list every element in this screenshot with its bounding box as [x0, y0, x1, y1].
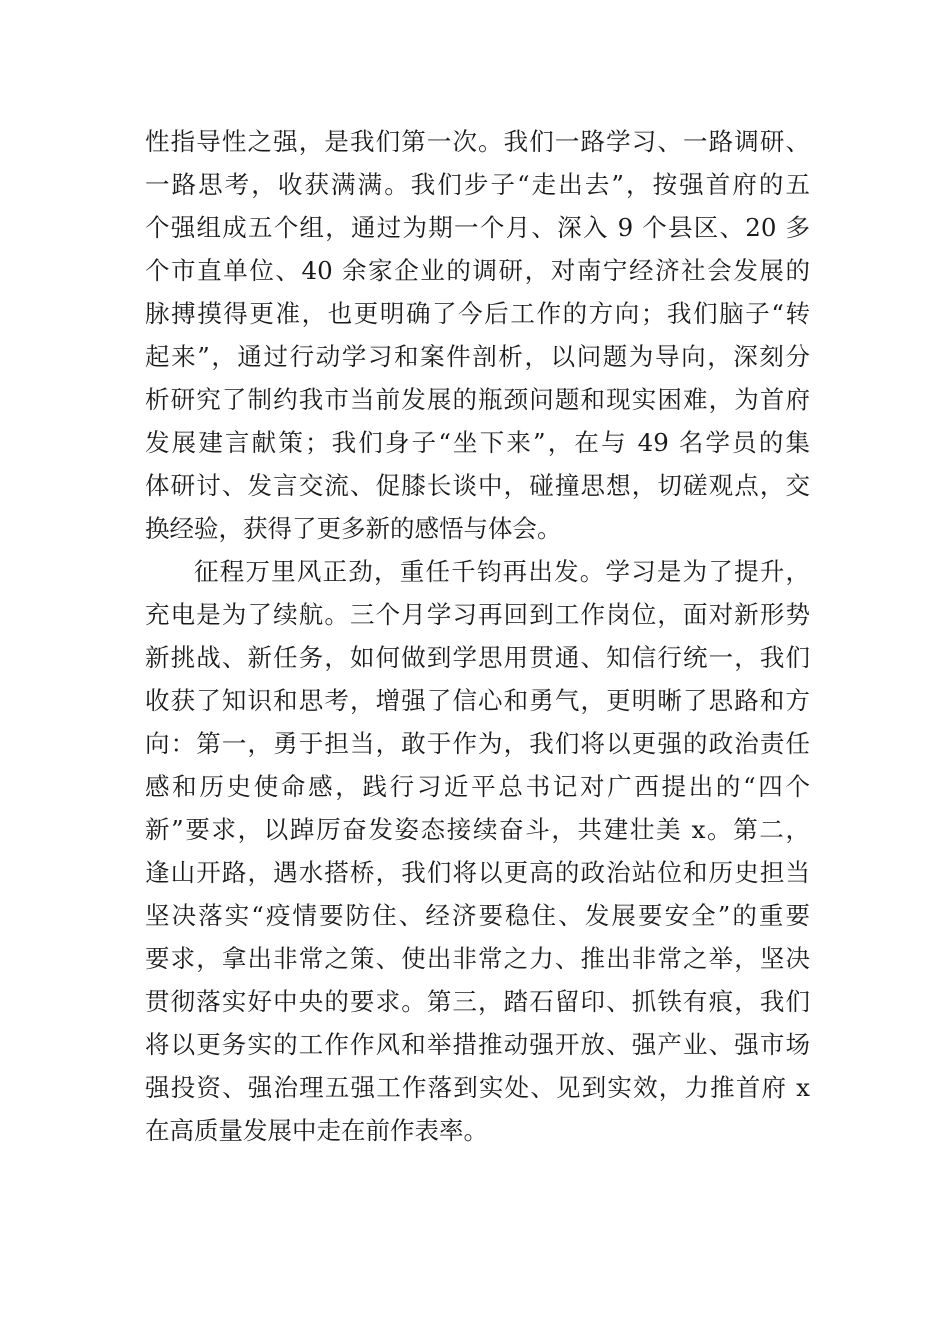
text-line: 在高质量发展中走在前作表率。 — [145, 1116, 488, 1145]
text-line: 体研讨、发言交流、促膝长谈中，碰撞思想，切磋观点，交 — [145, 471, 810, 500]
text-line: 贯彻落实好中央的要求。第三，踏石留印、抓铁有痕，我们 — [145, 987, 810, 1016]
paragraph-2 — [145, 550, 810, 1152]
text-line: 征程万里风正劲，重任千钧再出发。学习是为了提升， — [194, 557, 810, 586]
text-line: 换经验，获得了更多新的感悟与体会。 — [145, 514, 562, 543]
text-line: 向：第一，勇于担当，敢于作为，我们将以更强的政治责任 — [145, 729, 810, 758]
text-line: 将以更务实的工作作风和举措推动强开放、强产业、强市场 — [145, 1030, 810, 1059]
text-line: 新”要求，以踔厉奋发姿态接续奋斗，共建壮美 x。第二， — [145, 815, 810, 844]
text-line: 起来”，通过行动学习和案件剖析，以问题为导向，深刻分 — [145, 342, 810, 371]
text-line: 析研究了制约我市当前发展的瓶颈问题和现实困难，为首府 — [145, 385, 810, 414]
paragraph-1 — [145, 120, 810, 550]
text-line: 充电是为了续航。三个月学习再回到工作岗位，面对新形势 — [145, 600, 810, 629]
text-line: 坚决落实“疫情要防住、经济要稳住、发展要安全”的重要 — [145, 901, 810, 930]
text-line: 逢山开路，遇水搭桥，我们将以更高的政治站位和历史担当 — [145, 858, 810, 887]
text-line: 一路思考，收获满满。我们步子“走出去”，按强首府的五 — [145, 170, 810, 199]
text-line: 发展建言献策；我们身子“坐下来”，在与 49 名学员的集 — [145, 428, 810, 457]
text-line: 个市直单位、40 余家企业的调研，对南宁经济社会发展的 — [145, 256, 810, 285]
text-line: 感和历史使命感，践行习近平总书记对广西提出的“四个 — [145, 772, 810, 801]
text-line: 性指导性之强，是我们第一次。我们一路学习、一路调研、 — [145, 127, 810, 156]
text-line: 要求，拿出非常之策、使出非常之力、推出非常之举，坚决 — [145, 944, 810, 973]
text-line: 强投资、强治理五强工作落到实处、见到实效，力推首府 x — [145, 1073, 810, 1102]
text-line: 个强组成五个组，通过为期一个月、深入 9 个县区、20 多 — [145, 213, 810, 242]
text-line: 收获了知识和思考，增强了信心和勇气，更明晰了思路和方 — [145, 686, 810, 715]
document-body — [145, 120, 810, 1152]
text-line: 脉搏摸得更准，也更明确了今后工作的方向；我们脑子“转 — [145, 299, 810, 328]
text-line: 新挑战、新任务，如何做到学思用贯通、知信行统一，我们 — [145, 643, 810, 672]
